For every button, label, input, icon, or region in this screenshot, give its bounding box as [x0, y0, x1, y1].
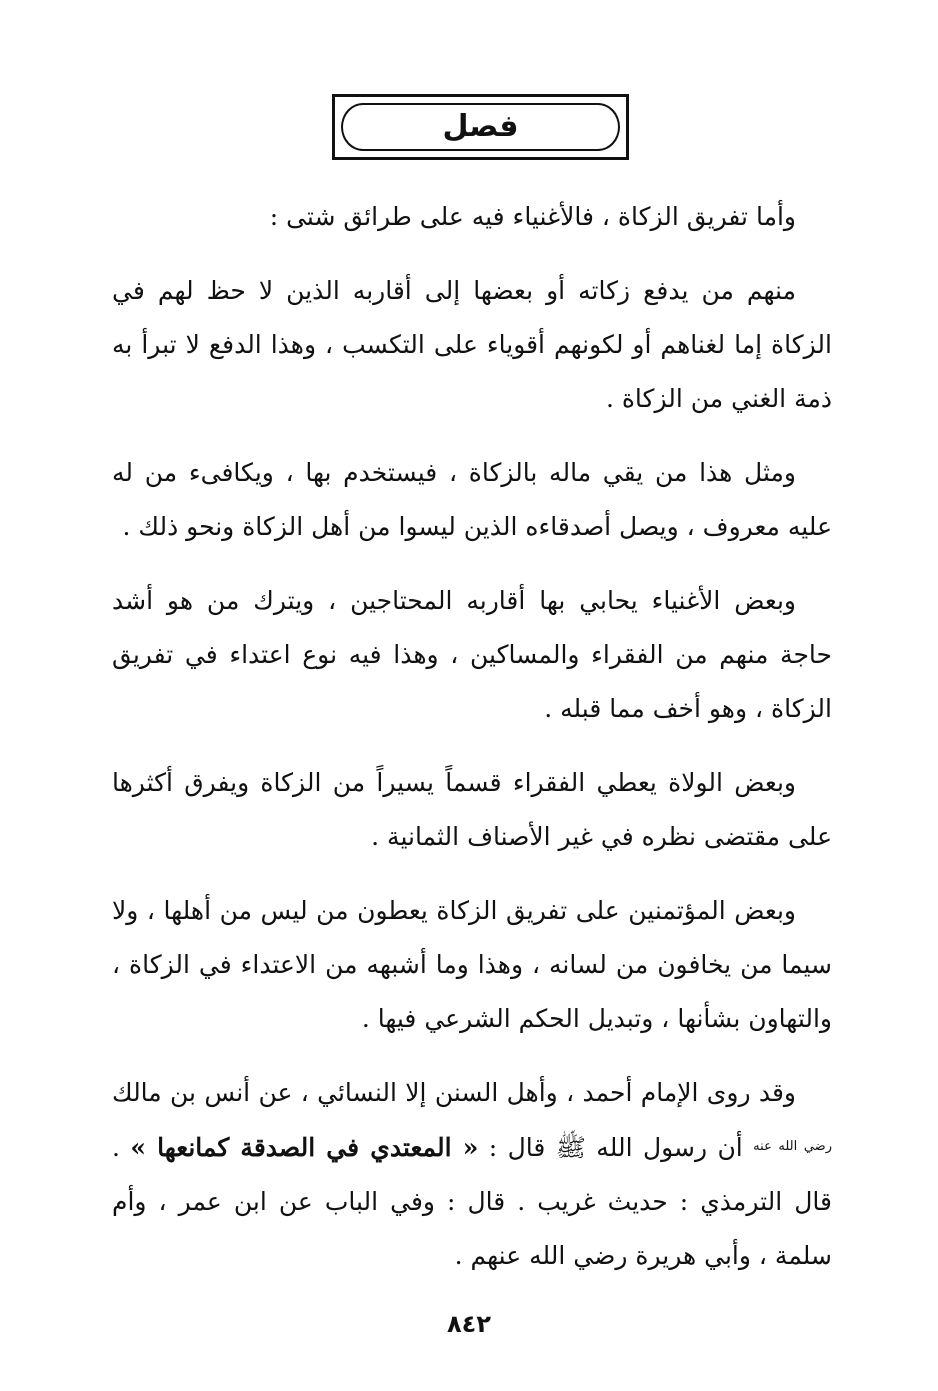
heading-inner-frame: [341, 103, 620, 151]
body-text: [112, 190, 832, 1303]
hadith-before-quote: أن رسول الله ﷺ قال :: [488, 1133, 743, 1162]
honorific-mark: رضي الله عنه: [753, 1139, 832, 1154]
paragraph-intro: وأما تفريق الزكاة ، فالأغنياء فيه على طرائق شتى :: [269, 202, 796, 231]
paragraph-3: وبعض الأغنياء يحابي بها أقاربه المحتاجين ، ويترك من هو أشد حاجة منهم من الفقراء والمساكين ، وهذا فيه نوع اعتداء في تفريق الزكاة ، وهو أخف مما قبله .: [112, 586, 832, 723]
paragraph-2: ومثل هذا من يقي ماله بالزكاة ، فيستخدم بها ، ويكافىء من له عليه معروف ، ويصل أصدقاءه الذين ليسوا من أهل الزكاة ونحو ذلك .: [112, 458, 832, 541]
section-heading: فصل: [442, 109, 519, 144]
paragraph-1: منهم من يدفع زكاته أو بعضها إلى أقاربه الذين لا حظ لهم في الزكاة إما لغناهم أو لكونهم أقوياء على التكسب ، وهذا الدفع لا تبرأ به ذمة الغني من الزكاة .: [112, 276, 832, 413]
hadith-intro: وقد روى الإمام أحمد ، وأهل السنن إلا النسائي ، عن أنس بن مالك: [112, 1078, 796, 1107]
paragraph-5: وبعض المؤتمنين على تفريق الزكاة يعطون من ليس من أهلها ، ولا سيما من يخافون من لسانه ، وهذا وما أشبهه من الاعتداء في الزكاة ، والتهاون بشأنها ، وتبديل الحكم الشرعي فيها .: [112, 896, 832, 1033]
hadith-after-quote: . قال الترمذي : حديث غريب . قال : وفي الباب عن ابن عمر ، وأم سلمة ، وأبي هريرة رضي الله عنهم .: [112, 1133, 832, 1270]
page-number: ٨٤٢: [447, 1310, 491, 1338]
heading-frame: [332, 94, 629, 160]
paragraph-4: وبعض الولاة يعطي الفقراء قسماً يسيراً من الزكاة ويفرق أكثرها على مقتضى نظره في غير الأصناف الثمانية .: [112, 768, 832, 851]
hadith-quote: « المعتدي في الصدقة كمانعها »: [130, 1133, 479, 1162]
paragraph-hadith: [112, 1066, 832, 1283]
